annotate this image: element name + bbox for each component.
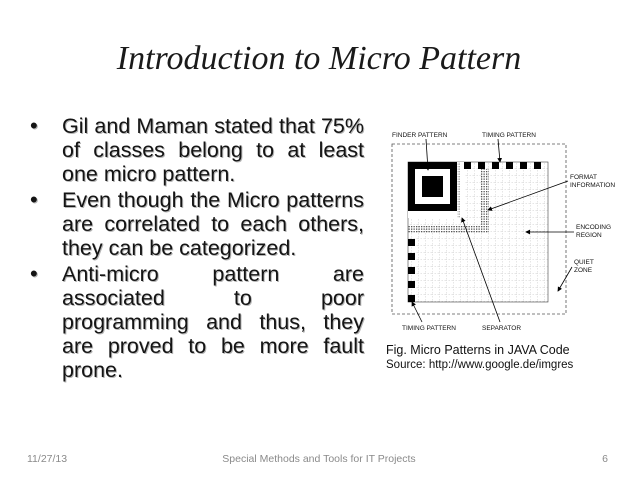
footer-date: 11/27/13	[27, 453, 68, 465]
footer-title: Special Methods and Tools for IT Projects	[222, 453, 416, 465]
micro-qr-diagram	[376, 126, 626, 342]
label-encoding-1: ENCODING	[576, 224, 612, 231]
label-format-2: INFORMATION	[570, 182, 616, 189]
label-timing-bottom: TIMING PATTERN	[402, 325, 456, 332]
bullet-item: • Gil and Maman stated that 75% of classes belong to at least one micro pattern.	[30, 113, 364, 186]
bullet-dot-icon: •	[30, 261, 38, 286]
label-timing-top: TIMING PATTERN	[482, 132, 536, 139]
label-finder: FINDER PATTERN	[392, 132, 448, 139]
label-encoding-2: REGION	[576, 232, 602, 239]
bullet-list	[26, 114, 364, 384]
label-quiet-1: QUIET	[574, 259, 594, 266]
label-separator: SEPARATOR	[482, 325, 522, 332]
format-information	[481, 169, 489, 225]
label-format-1: FORMAT	[570, 174, 597, 181]
label-quiet-2: ZONE	[574, 267, 593, 274]
figure-caption	[386, 343, 573, 373]
bullet-dot-icon: •	[30, 113, 38, 138]
bullet-item: • Even though the Micro patterns are correlated to each others, they can be categorized.	[30, 187, 364, 260]
bullet-dot-icon: •	[30, 187, 38, 212]
page-number: 6	[602, 453, 608, 465]
slide-title: Introduction to Micro Pattern	[116, 40, 522, 77]
bullet-item: • Anti-micro pattern are associated to poor programming and thus, they are proved to be more fault prone.	[30, 261, 364, 382]
caption-source: Source: http://www.google.de/imgres	[386, 359, 574, 371]
caption-text: Fig. Micro Patterns in JAVA Code	[386, 343, 570, 357]
